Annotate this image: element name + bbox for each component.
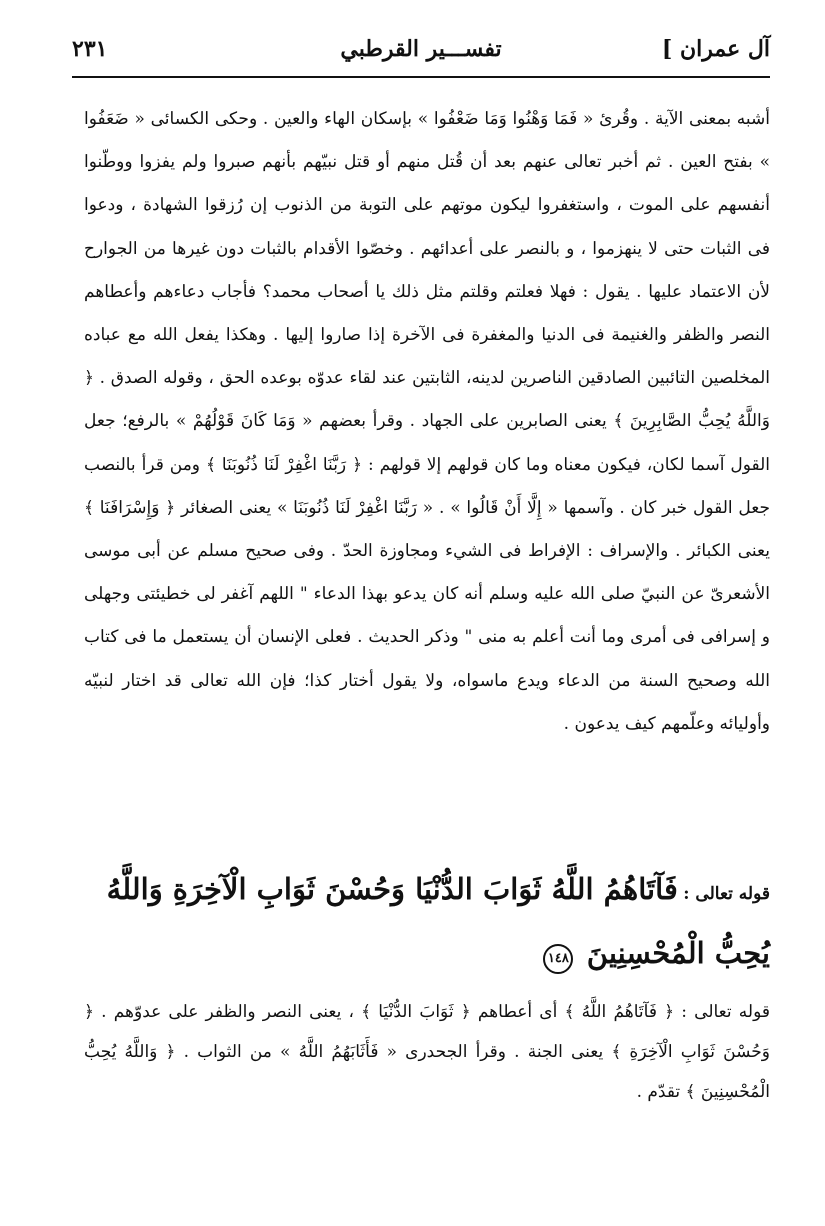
page-header [72,30,770,76]
verse-intro: قوله تعالى : [683,884,770,904]
chapter-name: آل عمران ] [661,36,770,62]
body-paragraph: أشبه بمعنى الآية . وقُرئ « فَمَا وَهْنُوا وَمَا ضَعْفُوا » بإسكان الهاء والعين . وحكى الكسائى « ضَعَفُوا » بفتح العين . ثم أخبر تعالى عنهم بعد أن قُتل منهم أو قتل نبيّهم بأنهم صبروا ولم يفزوا ووطّنوا أنفسهم على الموت ، واستغفروا ليكون موتهم على التوبة من الذنوب إن رُزقوا الشهادة ، ودعوا فى الثبات حتى لا ينهزموا ، و بالنصر على أعدائهم . وخصّوا الأقدام بالثبات دون غيرها من الجوارح لأن الاعتماد عليها . يقول : فهلا فعلتم وقلتم مثل ذلك يا أصحاب محمد؟ فأجاب دعاءهم وأعطاهم النصر والظفر والغنيمة فى الدنيا والمغفرة فى الآخرة إذا صاروا إليها . وهكذا يفعل الله مع عباده المخلصين التائبين الصادقين الناصرين لدينه، الثابتين عند لقاء عدوّه بوعده الحق ، وقوله الصدق . ﴿ وَاللَّهُ يُحِبُّ الصَّابِرِينَ ﴾ يعنى الصابرين على الجهاد . وقرأ بعضهم « وَمَا كَانَ قَوْلُهُمْ » بالرفع؛ جعل القول آسما لكان، فيكون معناه وما كان قولهم إلا قولهم : ﴿ رَبَّنَا اغْفِرْ لَنَا ذُنُوبَنَا ﴾ ومن قرأ بالنصب جعل القول خبر كان . وآسمها « إِلَّا أَنْ قَالُوا » . « رَبَّنَا اغْفِرْ لَنَا ذُنُوبَنَا » يعنى الصغائر ﴿ وَإِسْرَافَنَا ﴾ يعنى الكبائر . والإسراف : الإفراط فى الشيء ومجاوزة الحدّ . وفى صحيح مسلم عن أبى موسى الأشعرىّ عن النبيّ صلى الله عليه وسلم أنه كان يدعو بهذا الدعاء " اللهم آغفر لى خطيئتى وجهلى و إسرافى فى أمرى وما أنت أعلم به منى " وذكر الحديث . فعلى الإنسان أن يستعمل ما فى كتاب الله وصحيح السنة من الدعاء ويدع ماسواه، ولا يقول أختار كذا؛ فإن الله تعالى قد اختار لنبيّه وأوليائه وعلّمهم كيف يدعون . [84,109,770,734]
tafsir-body [84,98,770,746]
header-rule [72,76,770,78]
quran-verse-block [84,854,770,982]
verse-line-2 [84,924,770,982]
ayah-number-marker: ١٤٨ [543,944,573,974]
verse-text-line-1: فَآتَاهُمُ اللَّهُ ثَوَابَ الدُّنْيَا وَحُسْنَ ثَوَابِ الْآخِرَةِ وَاللَّهُ [106,872,678,906]
verse-commentary [84,992,770,1112]
commentary-paragraph: قوله تعالى : ﴿ فَآتَاهُمُ اللَّهُ ﴾ أى أعطاهم ﴿ ثَوَابَ الدُّنْيَا ﴾ ، يعنى النصر والظفر على عدوّهم . ﴿ وَحُسْنَ ثَوَابِ الْآخِرَةِ ﴾ يعنى الجنة . وقرأ الجحدرى « فَأَثَابَهُمُ اللَّهُ » من الثواب . ﴿ وَاللَّهُ يُحِبُّ الْمُحْسِنِينَ ﴾ تقدّم . [84,1002,770,1102]
verse-text-line-2: يُحِبُّ الْمُحْسِنِينَ [586,936,770,970]
book-title: تفســـير القرطبي [340,36,502,62]
page-number: ٢٣١ [72,36,108,62]
verse-line-1 [84,854,770,924]
